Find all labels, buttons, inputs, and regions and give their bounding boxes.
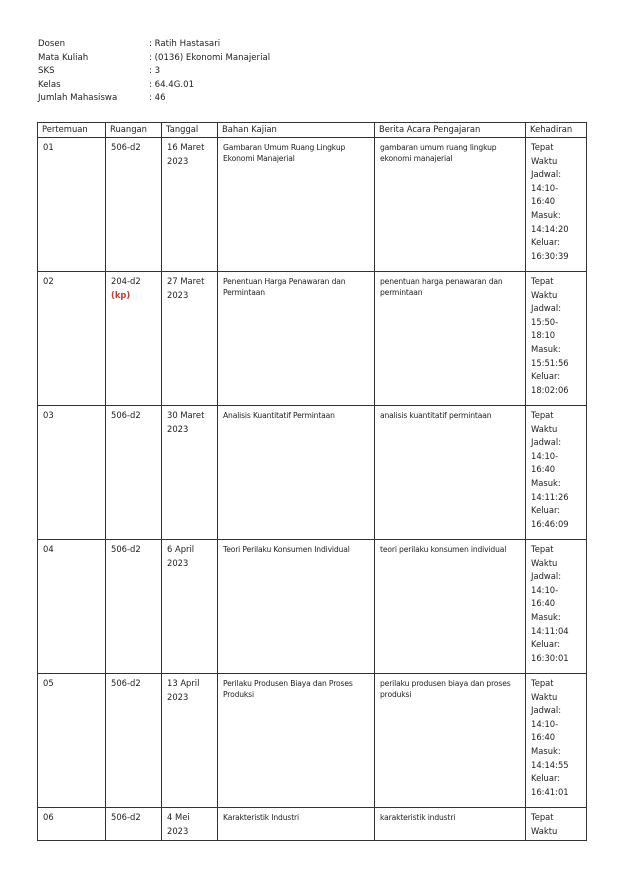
info-value: : 3 — [149, 66, 161, 76]
info-row-kelas — [38, 79, 270, 93]
cell-pertemuan: 06 — [38, 808, 106, 841]
column-header-berita-acara: Berita Acara Pengajaran — [375, 123, 526, 138]
cell-bahan-kajian: Penentuan Harga Penawaran dan Permintaan — [218, 272, 375, 406]
kehadiran-line: Jadwal: — [531, 705, 562, 716]
kehadiran-line: Masuk: — [531, 343, 561, 354]
cell-kehadiran — [526, 808, 587, 841]
kp-badge: (kp) — [111, 289, 131, 300]
cell-berita-acara: karakteristik industri — [375, 808, 526, 841]
kehadiran-line: Keluar: — [531, 505, 561, 516]
kehadiran-line: 14:10- — [531, 182, 559, 193]
kehadiran-line: 14:10- — [531, 450, 559, 461]
ruangan-value: 204-d2 — [111, 276, 141, 286]
cell-ruangan — [106, 138, 162, 272]
kehadiran-line: 14:11:04 — [531, 625, 569, 636]
kehadiran-line: Jadwal: — [531, 571, 562, 582]
table-row — [38, 674, 587, 808]
kehadiran-line: Waktu — [531, 825, 558, 836]
info-row-dosen — [38, 38, 270, 52]
column-header-pertemuan: Pertemuan — [38, 123, 106, 138]
info-label: Jumlah Mahasiswa — [38, 93, 118, 103]
ruangan-value: 506-d2 — [111, 142, 141, 152]
kehadiran-line: Masuk: — [531, 209, 561, 220]
attendance-table — [37, 122, 587, 841]
info-value: : (0136) Ekonomi Manajerial — [149, 52, 271, 63]
kehadiran-line: 15:50- — [531, 316, 559, 327]
kehadiran-line: 18:10 — [531, 330, 556, 341]
table-row — [38, 540, 587, 674]
cell-bahan-kajian: Perilaku Produsen Biaya dan Proses Produksi — [218, 674, 375, 808]
kehadiran-line: Waktu — [531, 423, 558, 434]
kehadiran-line: 18:02:06 — [531, 384, 569, 395]
cell-bahan-kajian: Teori Perilaku Konsumen Individual — [218, 540, 375, 674]
kehadiran-line: 15:51:56 — [531, 357, 569, 368]
kehadiran-line: Masuk: — [531, 477, 561, 488]
cell-tanggal: 13 April 2023 — [162, 674, 218, 808]
course-info — [38, 38, 270, 106]
cell-tanggal: 4 Mei 2023 — [162, 808, 218, 841]
kehadiran-line: Tepat — [531, 678, 554, 688]
cell-kehadiran — [526, 540, 587, 674]
table-row — [38, 138, 587, 272]
kehadiran-line: Masuk: — [531, 611, 561, 622]
kehadiran-line: 14:11:26 — [531, 491, 569, 502]
cell-berita-acara: analisis kuantitatif permintaan — [375, 406, 526, 540]
kehadiran-line: 16:46:09 — [531, 518, 569, 529]
table-row — [38, 272, 587, 406]
info-label: Dosen — [38, 39, 66, 49]
kehadiran-line: 16:41:01 — [531, 786, 569, 797]
column-header-kehadiran: Kehadiran — [526, 123, 587, 138]
cell-pertemuan: 04 — [38, 540, 106, 674]
cell-ruangan — [106, 808, 162, 841]
cell-pertemuan: 05 — [38, 674, 106, 808]
table-row — [38, 406, 587, 540]
info-value: : Ratih Hastasari — [149, 39, 221, 49]
kehadiran-line: Keluar: — [531, 639, 561, 650]
cell-tanggal: 27 Maret 2023 — [162, 272, 218, 406]
info-value: : 46 — [149, 93, 166, 103]
cell-berita-acara: teori perilaku konsumen individual — [375, 540, 526, 674]
kehadiran-line: Keluar: — [531, 237, 561, 248]
info-row-sks — [38, 65, 270, 79]
cell-berita-acara: penentuan harga penawaran dan permintaan — [375, 272, 526, 406]
cell-bahan-kajian: Gambaran Umum Ruang Lingkup Ekonomi Manajerial — [218, 138, 375, 272]
ruangan-value: 506-d2 — [111, 678, 141, 688]
table-body — [38, 138, 587, 841]
cell-ruangan — [106, 674, 162, 808]
cell-kehadiran — [526, 138, 587, 272]
cell-tanggal: 16 Maret 2023 — [162, 138, 218, 272]
kehadiran-line: 16:30:01 — [531, 652, 569, 663]
cell-berita-acara: gambaran umum ruang lingkup ekonomi manajerial — [375, 138, 526, 272]
info-row-mata-kuliah — [38, 52, 270, 66]
kehadiran-line: Waktu — [531, 691, 558, 702]
kehadiran-line: 14:10- — [531, 584, 559, 595]
cell-ruangan — [106, 272, 162, 406]
cell-ruangan — [106, 406, 162, 540]
kehadiran-line: 14:14:55 — [531, 759, 569, 770]
kehadiran-line: Tepat — [531, 812, 554, 822]
info-label: SKS — [38, 66, 55, 76]
cell-berita-acara: perilaku produsen biaya dan proses produksi — [375, 674, 526, 808]
kehadiran-line: 16:40 — [531, 598, 556, 609]
table-row — [38, 808, 587, 841]
cell-pertemuan: 02 — [38, 272, 106, 406]
cell-bahan-kajian: Karakteristik Industri — [218, 808, 375, 841]
cell-bahan-kajian: Analisis Kuantitatif Permintaan — [218, 406, 375, 540]
cell-kehadiran — [526, 674, 587, 808]
kehadiran-line: Tepat — [531, 142, 554, 152]
cell-kehadiran — [526, 272, 587, 406]
kehadiran-line: 16:40 — [531, 196, 556, 207]
kehadiran-line: Keluar: — [531, 773, 561, 784]
ruangan-value: 506-d2 — [111, 812, 141, 822]
kehadiran-line: Tepat — [531, 410, 554, 420]
table-header-row — [38, 123, 587, 138]
cell-tanggal: 6 April 2023 — [162, 540, 218, 674]
kehadiran-line: Waktu — [531, 557, 558, 568]
info-value: : 64.4G.01 — [149, 79, 195, 90]
kehadiran-line: 14:10- — [531, 718, 559, 729]
kehadiran-line: Tepat — [531, 544, 554, 554]
kehadiran-line: Keluar: — [531, 371, 561, 382]
cell-ruangan — [106, 540, 162, 674]
info-label: Kelas — [38, 79, 61, 90]
kehadiran-line: Jadwal: — [531, 437, 562, 448]
kehadiran-line: Tepat — [531, 276, 554, 286]
cell-kehadiran — [526, 406, 587, 540]
info-label: Mata Kuliah — [38, 52, 89, 63]
cell-pertemuan: 01 — [38, 138, 106, 272]
kehadiran-line: 14:14:20 — [531, 223, 569, 234]
kehadiran-line: 16:40 — [531, 464, 556, 475]
ruangan-value: 506-d2 — [111, 544, 141, 554]
kehadiran-line: Jadwal: — [531, 169, 562, 180]
kehadiran-line: 16:30:39 — [531, 250, 569, 261]
column-header-ruangan: Ruangan — [106, 123, 162, 138]
info-row-jumlah-mahasiswa — [38, 92, 270, 106]
kehadiran-line: Jadwal: — [531, 303, 562, 314]
kehadiran-line: Waktu — [531, 289, 558, 300]
kehadiran-line: Masuk: — [531, 745, 561, 756]
kehadiran-line: Waktu — [531, 155, 558, 166]
cell-pertemuan: 03 — [38, 406, 106, 540]
cell-tanggal: 30 Maret 2023 — [162, 406, 218, 540]
column-header-tanggal: Tanggal — [162, 123, 218, 138]
kehadiran-line: 16:40 — [531, 732, 556, 743]
ruangan-value: 506-d2 — [111, 410, 141, 420]
column-header-bahan-kajian: Bahan Kajian — [218, 123, 375, 138]
